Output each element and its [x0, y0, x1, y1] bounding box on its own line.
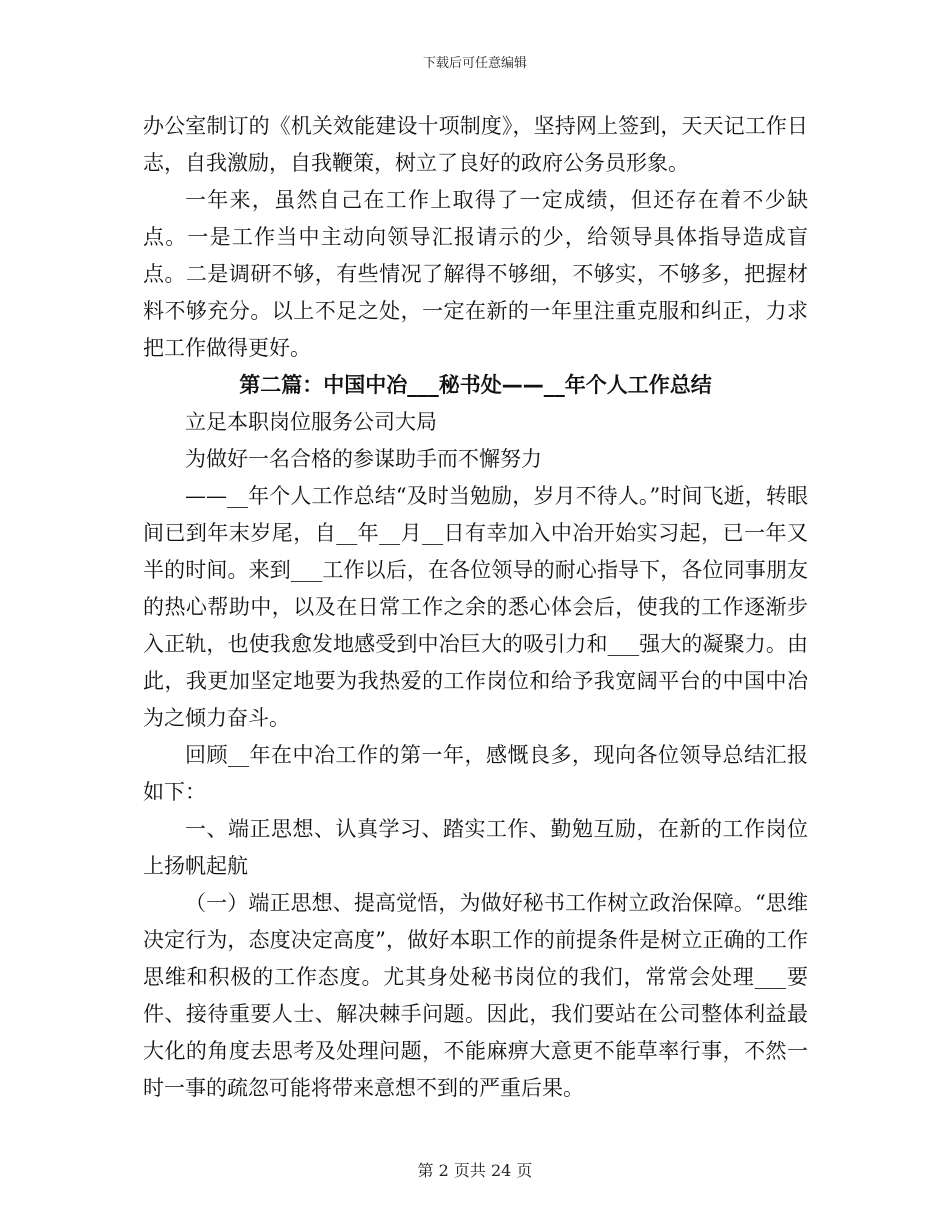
paragraph: 办公室制订的《机关效能建设十项制度》，坚持网上签到，天天记工作日志，自我激励，自我鞭策，树立了良好的政府公务员形象。 [143, 114, 808, 175]
page-header: 下载后可任意编辑 [422, 56, 527, 71]
paragraph: 为做好一名合格的参谋助手而不懈努力 [185, 447, 542, 471]
section-title: 第二篇：中国中冶___秘书处——__年个人工作总结 [239, 373, 712, 397]
paragraph: 回顾__年在中冶工作的第一年，感慨良多，现向各位领导总结汇报如下： [143, 743, 808, 804]
paragraph: （一）端正思想、提高觉悟，为做好秘书工作树立政治保障。“思维决定行为，态度决定高度”，做好本职工作的前提条件是树立正确的工作思维和积极的工作态度。尤其身处秘书岗位的我们，常常会处理___要件、接待重要人士、解决棘手问题。因此，我们要站在公司整体利益最大化的角度去思考及处理问题，不能麻痹大意更不能草率行事，不然一时一事的疏忽可能将带来意想不到的严重后果。 [143, 891, 808, 1100]
paragraph: 一、端正思想、认真学习、踏实工作、勤勉互励，在新的工作岗位上扬帆起航 [143, 817, 808, 878]
page-footer: 第 2 页共 24 页 [417, 1161, 533, 1180]
paragraph: 一年来，虽然自己在工作上取得了一定成绩，但还存在着不少缺点。一是工作当中主动向领导汇报请示的少，给领导具体指导造成盲点。二是调研不够，有些情况了解得不够细，不够实，不够多，把握材料不够充分。以上不足之处，一定在新的一年里注重克服和纠正，力求把工作做得更好。 [143, 188, 808, 360]
paragraph: 立足本职岗位服务公司大局 [185, 410, 437, 434]
paragraph: ——__年个人工作总结“及时当勉励，岁月不待人。”时间飞逝，转眼间已到年末岁尾，自__年__月__日有幸加入中冶开始实习起，已一年又半的时间。来到___工作以后，在各位领导的耐心指导下，各位同事朋友的热心帮助中，以及在日常工作之余的悉心体会后，使我的工作逐渐步入正轨，也使我愈发地感受到中冶巨大的吸引力和___强大的凝聚力。由此，我更加坚定地要为我热爱的工作岗位和给予我宽阔平台的中国中冶为之倾力奋斗。 [143, 484, 808, 730]
document-body [143, 108, 808, 1107]
